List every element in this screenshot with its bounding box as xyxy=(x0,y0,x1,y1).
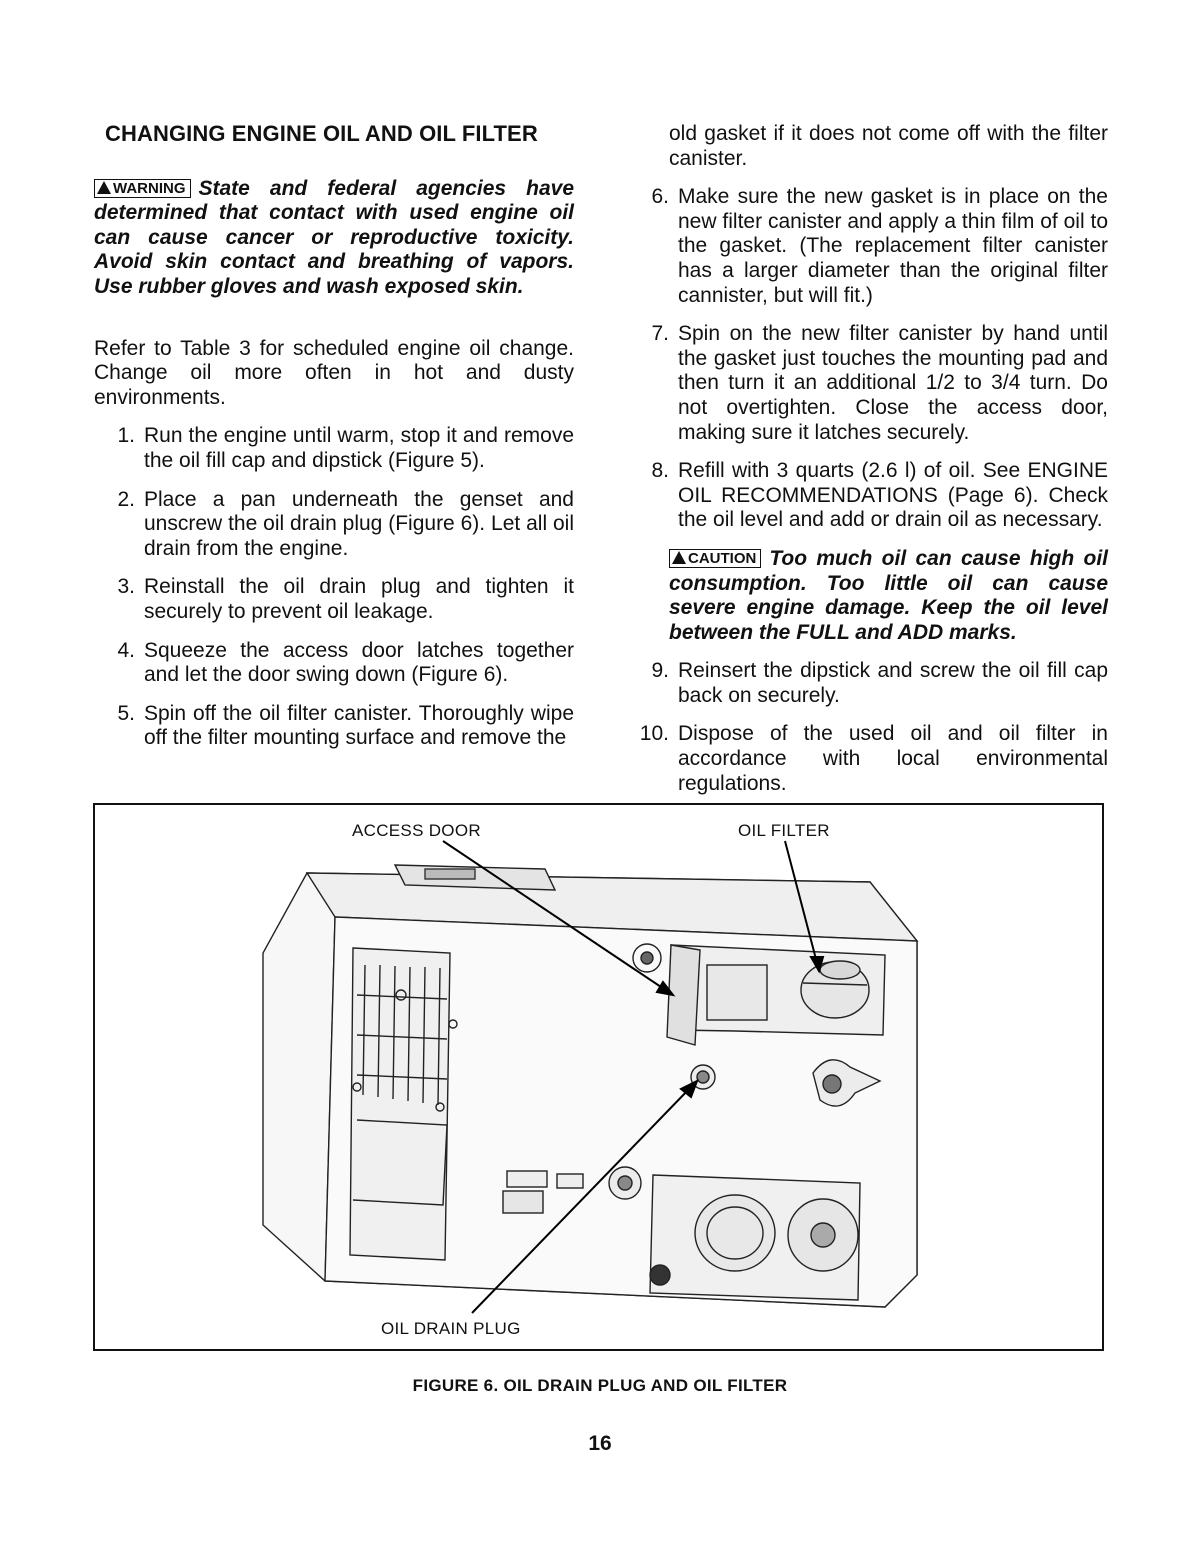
step-number: 9. xyxy=(651,659,669,683)
step-text: Squeeze the access door latches together and let the door swing down (Figure 6). xyxy=(144,638,574,687)
page-number: 16 xyxy=(588,1432,612,1455)
step-number: 10. xyxy=(639,722,669,746)
air-intake-grille xyxy=(350,948,457,1260)
step-text: Spin on the new filter canister by hand until the gasket just touches the mounting pad and then turn it an additional 1/2 to 3/4 turn. Do not overtighten. Close the access door, making sure it latches securely. xyxy=(678,322,1108,444)
intro-paragraph: Refer to Table 3 for scheduled engine oil change. Change oil more often in hot and dusty environments. xyxy=(94,336,574,409)
step-number: 1. xyxy=(117,424,135,448)
step-text: Reinsert the dipstick and screw the oil fill cap back on securely. xyxy=(678,659,1108,707)
step-text: Make sure the new gasket is in place on the new filter canister and apply a thin film of oil to the gasket. (The replacement filter canister has a larger diameter than the original filter cannister, but will fit.) xyxy=(678,185,1108,307)
section-heading: CHANGING ENGINE OIL AND OIL FILTER xyxy=(105,121,538,146)
step-number: 2. xyxy=(117,487,135,511)
step-10 xyxy=(628,722,1108,796)
caution-notice xyxy=(669,547,1108,645)
oil-filter xyxy=(801,961,869,1018)
warning-tag-label: WARNING xyxy=(113,179,186,197)
step-6 xyxy=(628,185,1108,308)
step-text: Refill with 3 quarts (2.6 l) of oil. See ENGINE OIL RECOMMENDATIONS (Page 6). Check the oil level and add or drain oil as necessary. xyxy=(678,459,1108,532)
step-number: 5. xyxy=(117,701,135,725)
callout-oil-filter: OIL FILTER xyxy=(738,821,830,840)
caution-triangle-icon xyxy=(672,551,686,564)
step-number: 6. xyxy=(651,185,669,209)
step-5-continued: old gasket if it does not come off with the filter canister. xyxy=(669,122,1108,170)
step-number: 7. xyxy=(651,322,669,346)
step-text: Place a pan underneath the genset and unscrew the oil drain plug (Figure 6). Let all oil drain from the engine. xyxy=(144,487,574,560)
caution-text: Too much oil can cause high oil consumption. Too little oil can cause severe engine damage. Keep the oil level between the FULL and ADD marks. xyxy=(669,546,1108,644)
warning-triangle-icon xyxy=(97,181,111,194)
step-5 xyxy=(94,702,574,751)
warning-tag xyxy=(94,179,191,198)
warning-text: State and federal agencies have determined that contact with used engine oil can cause cancer or reproductive toxicity. Avoid skin contact and breathing of vapors. Use rubber gloves and wash exposed skin. xyxy=(94,176,574,298)
step-3 xyxy=(94,575,574,624)
figure-6 xyxy=(93,803,1104,1351)
step-4 xyxy=(94,639,574,688)
callout-access-door: ACCESS DOOR xyxy=(352,821,481,840)
step-text: Run the engine until warm, stop it and remove the oil fill cap and dipstick (Figure 5). xyxy=(144,424,574,472)
step-text: Spin off the oil filter canister. Thoroughly wipe off the filter mounting surface and remove the xyxy=(144,701,574,750)
step-1 xyxy=(94,424,574,473)
step-2 xyxy=(94,488,574,562)
left-column xyxy=(94,122,574,765)
step-7 xyxy=(628,322,1108,445)
step-8 xyxy=(628,459,1108,533)
caution-tag-label: CAUTION xyxy=(688,549,757,567)
figure-caption: FIGURE 6. OIL DRAIN PLUG AND OIL FILTER xyxy=(412,1376,788,1395)
genset-drawing xyxy=(95,805,1102,1349)
callout-oil-drain-plug: OIL DRAIN PLUG xyxy=(381,1319,521,1338)
step-9 xyxy=(628,659,1108,708)
step-text: Dispose of the used oil and oil filter in accordance with local environmental regulations. xyxy=(678,722,1108,795)
step-text: Reinstall the oil drain plug and tighten it securely to prevent oil leakage. xyxy=(144,575,574,623)
right-column xyxy=(628,122,1108,810)
caution-tag xyxy=(669,549,761,568)
step-number: 4. xyxy=(117,638,135,662)
step-number: 3. xyxy=(117,575,135,599)
warning-notice xyxy=(94,177,574,300)
step-number: 8. xyxy=(651,459,669,483)
